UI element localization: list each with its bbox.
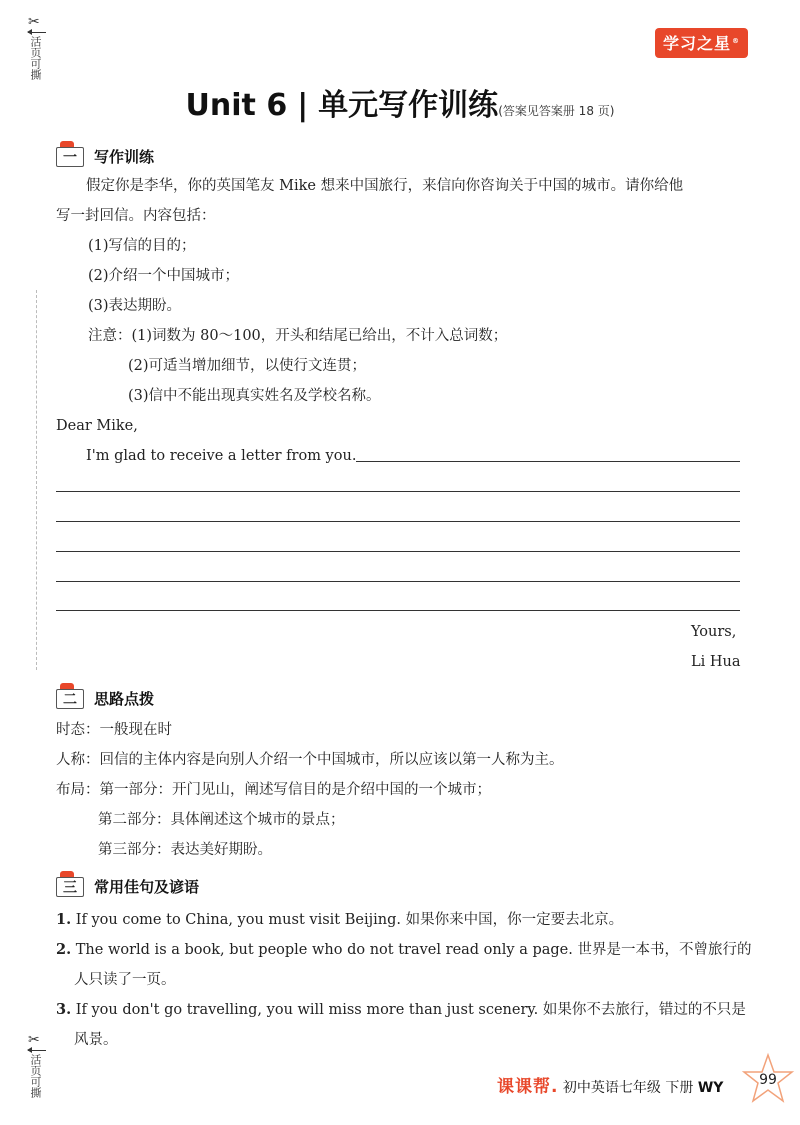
note-line: 注意：(1)词数为 80～100，开头和结尾已给出，不计入总词数； [88, 328, 508, 344]
section-title: 常用佳句及谚语 [94, 878, 200, 896]
writing-line[interactable] [56, 491, 740, 492]
tear-off-mark-top [28, 14, 50, 84]
prompt-line: 假定你是李华，你的英国笔友 Mike 想来中国旅行，来信向你咨询关于中国的城市。请你给他 [86, 178, 684, 194]
footer-edition: WY [697, 1080, 724, 1096]
section-header-tips [56, 688, 154, 709]
tip-line: 第三部分：表达美好期盼。 [98, 842, 272, 858]
sentence-continuation: 风景。 [74, 1032, 118, 1048]
tip-line: 人称：回信的主体内容是向别人介绍一个中国城市，所以应该以第一人称为主。 [56, 752, 564, 768]
footer-brand-name: 课课帮 [497, 1077, 551, 1097]
tear-label: 活页可撕 [29, 1054, 42, 1098]
brand-logo: 学习之星® [655, 28, 748, 58]
letter-closing: Yours, [691, 624, 737, 640]
section-number-icon: 二 [56, 689, 84, 709]
footer-subject: 初中英语七年级 [562, 1080, 661, 1096]
content-item: (2)介绍一个中国城市； [88, 268, 240, 284]
page-title [0, 80, 800, 124]
sentence-item: 2. The world is a book, but people who do not travel read only a page. 世界是一本书，不曾旅行的 [56, 941, 752, 958]
note-line: (2)可适当增加细节，以使行文连贯； [128, 358, 367, 374]
scissors-icon: ✂ [28, 14, 40, 30]
section-title: 写作训练 [94, 148, 155, 166]
unit-label: Unit 6 [185, 88, 288, 123]
tear-off-mark-bottom [28, 1032, 50, 1102]
title-separator: | [297, 88, 309, 123]
writing-line[interactable] [56, 610, 740, 611]
content-item: (3)表达期盼。 [88, 298, 182, 314]
letter-opening: I'm glad to receive a letter from you. [86, 448, 357, 464]
footer-brand: 课课帮. 初中英语七年级 下册 WY [497, 1077, 724, 1097]
scissors-icon: ✂ [28, 1032, 40, 1048]
content-item: (1)写信的目的； [88, 238, 196, 254]
answer-note: (答案见答案册 18 页) [498, 104, 615, 118]
unit-name: 单元写作训练 [318, 88, 499, 123]
sentence-item: 1. If you come to China, you must visit Beijing. 如果你来中国，你一定要去北京。 [56, 911, 624, 928]
writing-line[interactable] [56, 581, 740, 582]
writing-line[interactable] [56, 521, 740, 522]
page-number: 99 [759, 1072, 777, 1088]
prompt-line: 写一封回信。内容包括： [56, 208, 216, 224]
tip-line: 布局：第一部分：开门见山，阐述写信目的是介绍中国的一个城市； [56, 782, 491, 798]
section-number-icon: 一 [56, 147, 84, 167]
section-header-writing [56, 146, 154, 167]
arrow-left-icon [28, 32, 46, 33]
sentence-item: 3. If you don't go travelling, you will miss more than just scenery. 如果你不去旅行，错过的不只是 [56, 1001, 746, 1018]
footer-volume: 下册 [665, 1080, 694, 1096]
tip-line: 时态：一般现在时 [56, 722, 172, 738]
cut-line [36, 290, 37, 670]
note-line: (3)信中不能出现真实姓名及学校名称。 [128, 388, 381, 404]
writing-line[interactable] [356, 461, 740, 462]
sentence-continuation: 人只读了一页。 [74, 972, 176, 988]
section-number-icon: 三 [56, 877, 84, 897]
arrow-left-icon [28, 1050, 46, 1051]
letter-greeting: Dear Mike, [56, 418, 138, 434]
writing-line[interactable] [56, 551, 740, 552]
section-title: 思路点拨 [94, 690, 155, 708]
section-header-sentences [56, 876, 199, 897]
tip-line: 第二部分：具体阐述这个城市的景点； [98, 812, 345, 828]
tear-label: 活页可撕 [29, 36, 42, 80]
letter-signature: Li Hua [691, 654, 741, 670]
